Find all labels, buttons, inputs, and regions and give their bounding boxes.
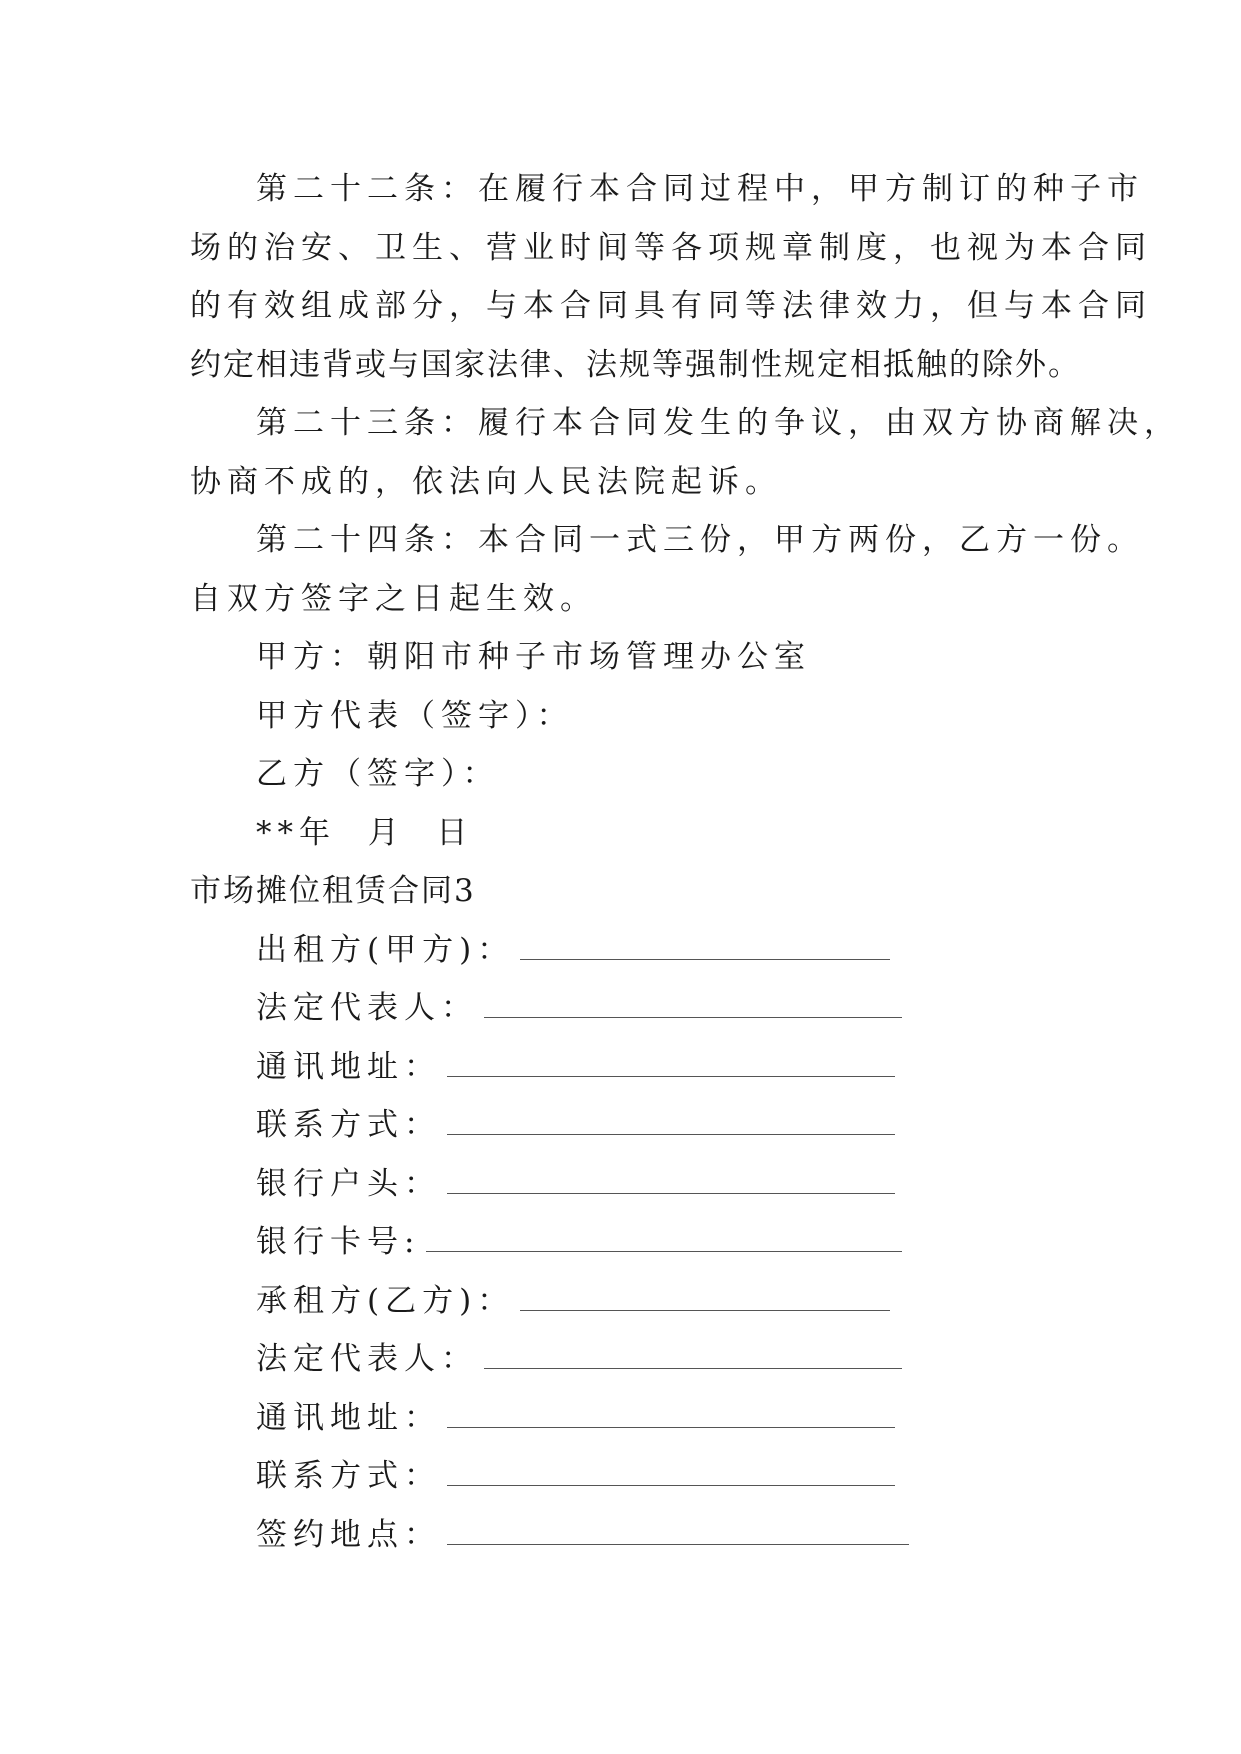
lessor-label: 出租方(甲方)： <box>256 931 515 968</box>
article-24-line-1: 第二十四条：本合同一式三份，甲方两份，乙方一份。 <box>256 522 1144 558</box>
article-23-line-2: 协商不成的，依法向人民法院起诉。 <box>190 463 782 500</box>
bank-account-name-blank[interactable] <box>447 1173 895 1194</box>
lessee-legal-rep-blank[interactable] <box>484 1348 902 1369</box>
lessor-blank[interactable] <box>520 939 890 960</box>
lessee-blank[interactable] <box>520 1290 890 1311</box>
bank-card-no-label: 银行卡号: <box>256 1224 421 1260</box>
lessor-legal-rep-row <box>190 979 1070 1038</box>
article-22-line-2: 场的治安、卫生、营业时间等各项规章制度，也视为本合同 <box>190 229 1152 266</box>
article-23-line-1: 第二十三条：履行本合同发生的争议，由双方协商解决， <box>256 405 1181 441</box>
party-a-name: 甲方：朝阳市种子市场管理办公室 <box>256 639 811 675</box>
lessor-address-row <box>190 1038 1070 1097</box>
bank-card-no-row <box>190 1213 1070 1272</box>
party-b-signature: 乙方（签字）： <box>256 756 500 792</box>
article-22-line-4: 约定相违背或与国家法律、法规等强制性规定相抵触的除外。 <box>190 346 1081 383</box>
lessee-address-blank[interactable] <box>447 1407 895 1428</box>
document-page <box>190 160 1181 1564</box>
bank-card-no-blank[interactable] <box>426 1231 902 1252</box>
lessor-contact-label: 联系方式： <box>256 1107 441 1143</box>
lessee-label: 承租方(乙方)： <box>256 1282 515 1319</box>
article-24-line-2: 自双方签字之日起生效。 <box>190 580 597 617</box>
lessee-address-label: 通讯地址： <box>256 1399 441 1436</box>
signing-place-blank[interactable] <box>447 1524 909 1545</box>
lessee-contact-row <box>190 1447 1070 1506</box>
party-a-representative-signature: 甲方代表（签字）： <box>256 697 574 734</box>
lessee-legal-rep-row <box>190 1330 1070 1389</box>
lessee-contact-label: 联系方式： <box>256 1458 441 1494</box>
lessee-row <box>190 1272 1070 1331</box>
lessee-legal-rep-label: 法定代表人： <box>256 1341 478 1377</box>
signing-place-label: 签约地点： <box>256 1516 441 1553</box>
lessor-contact-blank[interactable] <box>447 1114 895 1135</box>
lessee-address-row <box>190 1389 1070 1448</box>
contract-3-title: 市场摊位租赁合同3 <box>190 873 476 909</box>
bank-account-name-label: 银行户头： <box>256 1165 441 1202</box>
lessor-address-label: 通讯地址： <box>256 1048 441 1085</box>
lessor-legal-rep-label: 法定代表人： <box>256 990 478 1026</box>
bank-account-name-row <box>190 1155 1070 1214</box>
lessor-legal-rep-blank[interactable] <box>484 997 902 1018</box>
signature-date: **年 月 日 <box>256 814 474 851</box>
article-22-line-3: 的有效组成部分，与本合同具有同等法律效力，但与本合同 <box>190 288 1152 324</box>
lessee-contact-blank[interactable] <box>447 1465 895 1486</box>
lessor-contact-row <box>190 1096 1070 1155</box>
lessor-row <box>190 921 1070 980</box>
article-22-line-1: 第二十二条：在履行本合同过程中，甲方制订的种子市 <box>256 171 1144 207</box>
signing-place-row <box>190 1506 1070 1565</box>
lessor-address-blank[interactable] <box>447 1056 895 1077</box>
